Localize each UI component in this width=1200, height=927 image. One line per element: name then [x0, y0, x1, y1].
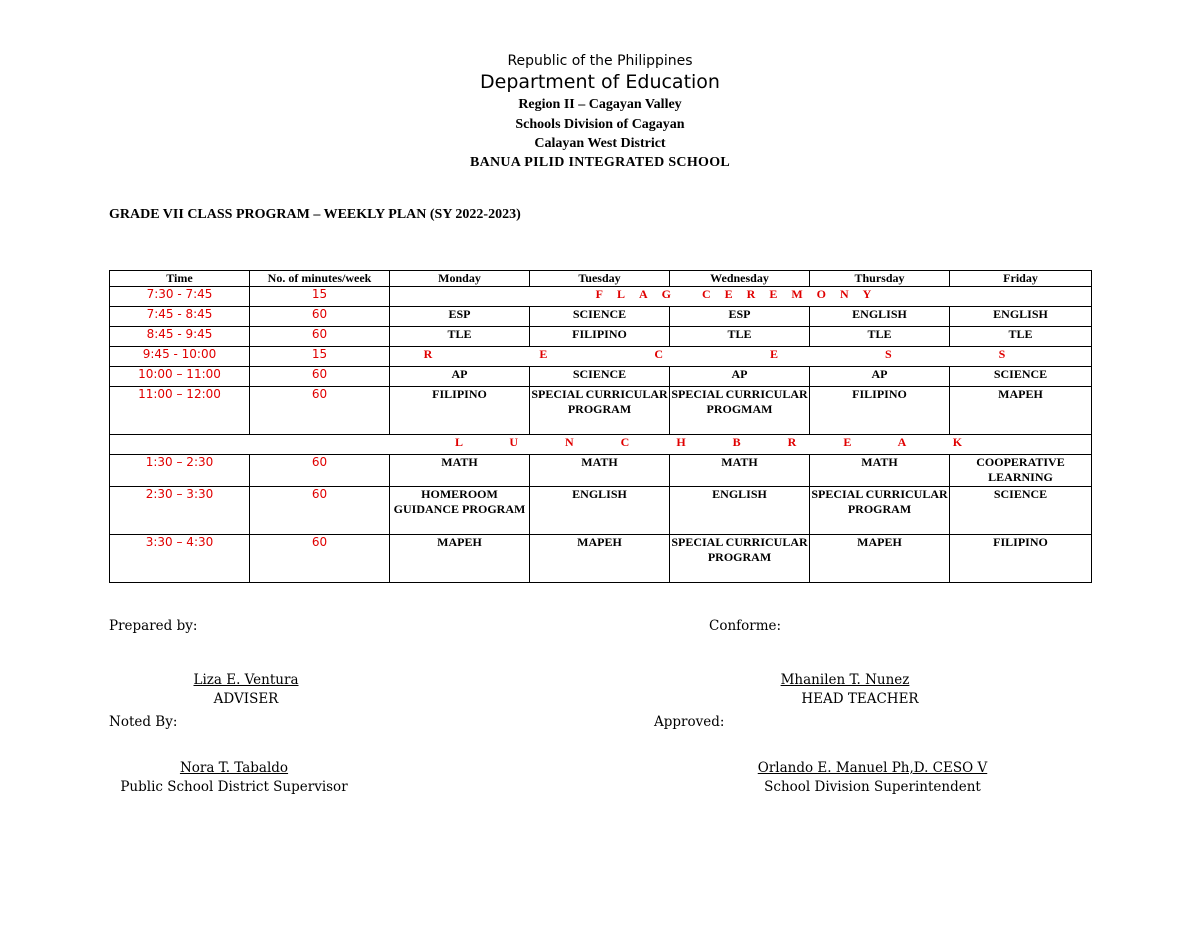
table-row [110, 387, 1092, 435]
subject-cell: COOPERATIVE LEARNING [950, 455, 1092, 487]
subject-cell: SCIENCE [950, 367, 1092, 387]
table-row [110, 487, 1092, 535]
subject-cell: SPECIAL CURRICULAR PROGRAM [810, 487, 950, 535]
noted-by-label: Noted By: [109, 714, 178, 730]
time-cell: 1:30 – 2:30 [110, 455, 250, 487]
approved-label: Approved: [654, 714, 725, 730]
subject-cell: AP [810, 367, 950, 387]
column-header: Thursday [810, 271, 950, 287]
time-cell: 7:45 - 8:45 [110, 307, 250, 327]
subject-cell: SCIENCE [530, 307, 670, 327]
flag-ceremony-banner: FLAG CEREMONY [390, 287, 1092, 307]
subject-cell: MAPEH [530, 535, 670, 583]
minutes-cell: 60 [250, 455, 390, 487]
subject-cell: FILIPINO [530, 327, 670, 347]
column-header: Monday [390, 271, 530, 287]
minutes-cell: 15 [250, 287, 390, 307]
subject-cell: SCIENCE [530, 367, 670, 387]
subject-cell: FILIPINO [810, 387, 950, 435]
column-header: Friday [950, 271, 1092, 287]
column-header: Time [110, 271, 250, 287]
republic-heading: Republic of the Philippines [507, 53, 693, 69]
table-row [110, 327, 1092, 347]
subject-cell: SPECIAL CURRICULAR PROGRAM [670, 535, 810, 583]
subject-cell: MATH [530, 455, 670, 487]
subject-cell: MATH [390, 455, 530, 487]
division-heading: Schools Division of Cagayan [515, 117, 685, 132]
supervisor-signature-block [109, 760, 359, 795]
subject-cell: MAPEH [810, 535, 950, 583]
school-heading: BANUA PILID INTEGRATED SCHOOL [469, 155, 731, 170]
subject-cell: AP [670, 367, 810, 387]
subject-cell: TLE [810, 327, 950, 347]
supervisor-name: Nora T. Tabaldo [179, 760, 289, 776]
subject-cell: MATH [810, 455, 950, 487]
adviser-signature-block [146, 672, 346, 707]
subject-cell: SCIENCE [950, 487, 1092, 535]
table-row [110, 307, 1092, 327]
document-title: GRADE VII CLASS PROGRAM – WEEKLY PLAN (SY 2022-2023) [109, 207, 521, 222]
subject-cell: ENGLISH [670, 487, 810, 535]
column-header: Wednesday [670, 271, 810, 287]
class-program-table [109, 270, 1092, 583]
subject-cell: MATH [670, 455, 810, 487]
adviser-title: ADVISER [213, 691, 279, 707]
minutes-cell: 60 [250, 367, 390, 387]
time-cell: 11:00 – 12:00 [110, 387, 250, 435]
table-row [110, 367, 1092, 387]
subject-cell: MAPEH [950, 387, 1092, 435]
column-header: Tuesday [530, 271, 670, 287]
minutes-cell: 15 [250, 347, 390, 367]
time-cell: 3:30 – 4:30 [110, 535, 250, 583]
department-heading: Department of Education [480, 71, 720, 93]
table-row [110, 347, 1092, 367]
superintendent-signature-block [730, 760, 1015, 795]
subject-cell: ESP [670, 307, 810, 327]
conforme-label: Conforme: [709, 618, 782, 634]
subject-cell: FILIPINO [950, 535, 1092, 583]
district-heading: Calayan West District [534, 136, 666, 151]
adviser-name: Liza E. Ventura [193, 672, 299, 688]
table-row [110, 435, 1092, 455]
table-row [110, 455, 1092, 487]
region-heading: Region II – Cagayan Valley [518, 97, 682, 112]
head-teacher-title: HEAD TEACHER [801, 691, 919, 707]
table-row [110, 535, 1092, 583]
minutes-cell: 60 [250, 487, 390, 535]
subject-cell: SPECIAL CURRICULAR PROGRAM [530, 387, 670, 435]
subject-cell: FILIPINO [390, 387, 530, 435]
minutes-cell: 60 [250, 535, 390, 583]
time-cell: 2:30 – 3:30 [110, 487, 250, 535]
subject-cell: TLE [950, 327, 1092, 347]
head-teacher-name: Mhanilen T. Nunez [780, 672, 910, 688]
time-cell: 7:30 - 7:45 [110, 287, 250, 307]
time-cell: 9:45 - 10:00 [110, 347, 250, 367]
subject-cell: HOMEROOM GUIDANCE PROGRAM [390, 487, 530, 535]
subject-cell: ENGLISH [530, 487, 670, 535]
prepared-by-label: Prepared by: [109, 618, 198, 634]
subject-cell: MAPEH [390, 535, 530, 583]
subject-cell: ENGLISH [810, 307, 950, 327]
subject-cell: TLE [390, 327, 530, 347]
subject-cell: ESP [390, 307, 530, 327]
time-cell: 10:00 – 11:00 [110, 367, 250, 387]
table-header-row [110, 271, 1092, 287]
subject-cell: AP [390, 367, 530, 387]
superintendent-title: School Division Superintendent [764, 779, 981, 795]
minutes-cell: 60 [250, 327, 390, 347]
column-header: No. of minutes/week [250, 271, 390, 287]
minutes-cell: 60 [250, 387, 390, 435]
superintendent-name: Orlando E. Manuel Ph,D. CESO V [757, 760, 988, 776]
lunch-break-banner: L U N C H B R E A K [110, 435, 1092, 455]
time-cell: 8:45 - 9:45 [110, 327, 250, 347]
subject-cell: ENGLISH [950, 307, 1092, 327]
subject-cell: SPECIAL CURRICULAR PROGMAM [670, 387, 810, 435]
table-row [110, 287, 1092, 307]
subject-cell: TLE [670, 327, 810, 347]
recess-banner: R E C E S S [390, 347, 1092, 367]
head-teacher-signature-block [745, 672, 975, 707]
supervisor-title: Public School District Supervisor [120, 779, 348, 795]
minutes-cell: 60 [250, 307, 390, 327]
